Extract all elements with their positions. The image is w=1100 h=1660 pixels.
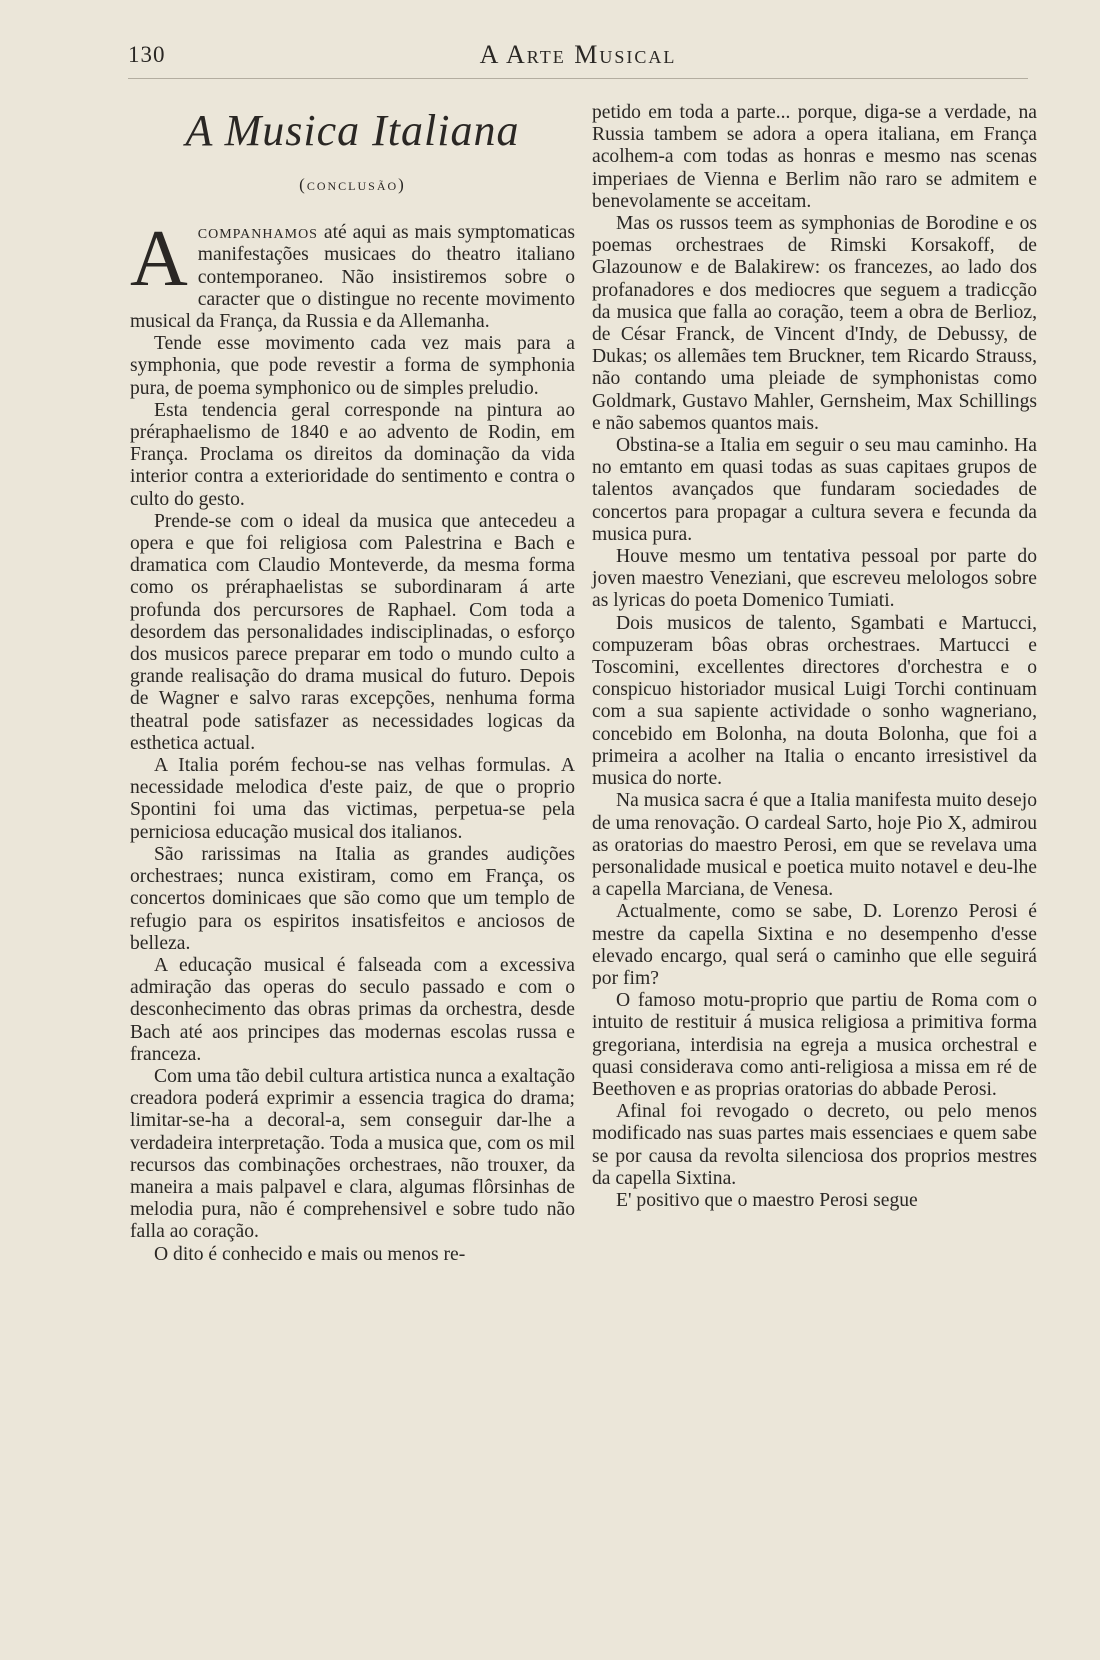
paragraph: São rarissimas na Italia as grandes audições orchestraes; nunca existiram, como em França, os concertos dominicaes que são como que um templo de refugio para os espiritos insatisfeitos e anciosos de belleza. [130, 843, 575, 954]
paragraph: Dois musicos de talento, Sgambati e Martucci, compuzeram bôas obras orchestraes. Martucci e Toscomini, excellentes directores d'orchestra e o conspicuo historiador musical Luigi Torchi continuam com a sua sapiente actividade o sonho wagneriano, concebido em Bolonha, na douta Bolonha, que foi a primeira a acolher na Italia o encanto irresistivel da musica do norte. [592, 612, 1037, 790]
page-number: 130 [128, 42, 166, 67]
opening-word: companhamos [197, 222, 318, 244]
article-title: A Musica Italiana [185, 106, 520, 155]
paragraph: Na musica sacra é que a Italia manifesta muito desejo de uma renovação. O cardeal Sarto, hoje Pio X, admirou as oratorias do maestro Perosi, em que se revelava uma personalidade musical e poetica muito notavel e deu-lhe a capella Marciana, de Venesa. [592, 790, 1037, 901]
paragraph: Tende esse movimento cada vez mais para a symphonia, que pode revestir a forma de symphonia pura, de poema symphonico ou de simples preludio. [130, 333, 575, 399]
left-column [130, 102, 575, 1266]
paragraph: O famoso motu-proprio que partiu de Roma com o intuito de restituir á musica religiosa a primitiva forma gregoriana, interdisia na egreja a musica orchestral e quasi considerava como anti-religiosa a missa em ré de Beethoven e as proprias oratorias do abbade Perosi. [592, 990, 1037, 1100]
paragraph: Actualmente, como se sabe, D. Lorenzo Perosi é mestre da capella Sixtina e no desempenho d'esse elevado encargo, qual será o caminho que elle seguirá por fim? [592, 901, 1037, 989]
page-header [128, 34, 1028, 74]
paragraph: A educação musical é falseada com a excessiva admiração das operas do seculo passado e com o desconhecimento das obras primas da orchestra, desde Bach até aos principes das modernas escolas russa e franceza. [130, 954, 575, 1065]
header-rule [128, 78, 1028, 79]
paragraph: Afinal foi revogado o decreto, ou pelo menos modificado nas suas partes mais essenciaes e quem sabe se por causa da revolta silenciosa dos proprios mestres da capella Sixtina. [592, 1101, 1037, 1189]
article-subtitle: (conclusão) [299, 175, 406, 194]
opening-paragraph [130, 215, 575, 333]
paragraph: Esta tendencia geral corresponde na pintura ao préraphaelismo de 1840 e ao advento de Rodin, em França. Proclama os direitos da dominação da vida interior contra a exterioridade do sentimento e contra o culto do gesto. [130, 399, 575, 510]
paragraph: Mas os russos teem as symphonias de Borodine e os poemas orchestraes de Rimski Korsakoff, de Glazounow e de Balakirew: os francezes, ao lado dos profanadores e dos mediocres que seguem a tradicção da musica que falla ao coração, teem a obra de Berlioz, de César Franck, de Vincent d'Indy, de Debussy, de Dukas; os allemães tem Bruckner, tem Ricardo Strauss, não contando uma pleiade de symphonistas como Goldmark, Gustavo Mahler, Gernsheim, Max Schillings e não sabemos quantos mais. [592, 213, 1037, 434]
drop-cap: A [130, 215, 188, 304]
paragraph: Houve mesmo um tentativa pessoal por parte do joven maestro Veneziani, que escreveu melologos sobre as lyricas do poeta Domenico Tumiati. [592, 546, 1037, 612]
right-column [592, 102, 1037, 1212]
paragraph: Com uma tão debil cultura artistica nunca a exaltação creadora poderá exprimir a essencia tragica do drama; limitar-se-ha a decoral-a, sem conseguir dar-lhe a verdadeira interpretação. Toda a musica que, com os mil recursos das combinações orchestraes, não trouxer, da maneira a mais palpavel e clara, algumas flôrsinhas de melodia pura, não é comprehensivel e sobre tudo não falla ao coração. [130, 1065, 575, 1243]
paragraph: E' positivo que o maestro Perosi segue [616, 1189, 918, 1211]
paragraph: petido em toda a parte... porque, diga-se a verdade, na Russia tambem se adora a opera italiana, em França acolhem-a com todas as honras e mesmo nas scenas imperiaes de Vienna e Berlim não raro se admitem e benevolamente se acceitam. [592, 102, 1037, 212]
paragraph: Obstina-se a Italia em seguir o seu mau caminho. Ha no emtanto em quasi todas as suas capitaes grupos de talentos avançados que fundaram sociedades de concertos para propagar a cultura severa e fecunda da musica pura. [592, 435, 1037, 545]
paragraph: A Italia porém fechou-se nas velhas formulas. A necessidade melodica d'este paiz, de que o proprio Spontini foi uma das victimas, perpetua-se pela perniciosa educação musical dos italianos. [130, 755, 575, 843]
paragraph: O dito é conhecido e mais ou menos re- [154, 1243, 466, 1265]
running-title: A Arte Musical [479, 40, 677, 69]
paragraph-text: até aqui as mais symptomaticas manifestações musicaes do theatro italiano contemporaneo. Não insistiremos sobre o caracter que o distingue no recente movimento musical da França, da Russia e da Allemanha. [130, 222, 575, 333]
paragraph: Prende-se com o ideal da musica que antecedeu a opera e que foi religiosa com Palestrina e Bach e dramatica com Claudio Monteverde, da mesma forma como os préraphaelistas se subordinaram á arte profunda dos percursores de Raphael. Com toda a desordem das personalidades indisciplinadas, o esforço dos musicos parece preparar em todo o mundo culto a grande realisação do drama musical do futuro. Depois de Wagner e salvo raras excepções, nenhuma forma theatral pode satisfazer as necessidades logicas da esthetica actual. [130, 510, 575, 754]
